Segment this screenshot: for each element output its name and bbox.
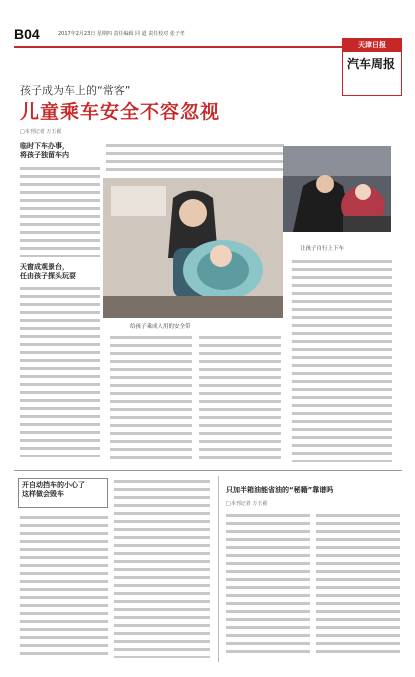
page-number: B04 bbox=[14, 26, 40, 42]
bottom-right-text-1 bbox=[226, 512, 310, 658]
main-photo-illustration bbox=[103, 178, 283, 318]
brand-section: 汽车周报 bbox=[347, 57, 396, 71]
bottom-vertical-divider bbox=[218, 476, 219, 662]
bottom-left-text bbox=[20, 514, 108, 659]
brand-top: 天津日报 bbox=[343, 39, 401, 52]
bottom-left-title: 开自动挡车的小心了 这样做会毁车 bbox=[22, 481, 85, 498]
headline: 儿童乘车安全不容忽视 bbox=[20, 101, 221, 123]
main-photo-caption: 给孩子乘成人用的安全带 bbox=[130, 324, 191, 330]
main-photo bbox=[103, 178, 283, 318]
lead-byline: □本刊记者 万玉翟 bbox=[20, 129, 62, 135]
left-subhead-2: 天窗成观景台， 任由孩子探头玩耍 bbox=[20, 263, 76, 280]
bottom-right-byline: □本刊记者 万玉翟 bbox=[226, 501, 268, 507]
right-column-text bbox=[292, 258, 392, 462]
right-photo-illustration bbox=[283, 146, 391, 232]
section-divider bbox=[14, 470, 402, 471]
brand-box bbox=[342, 38, 402, 96]
right-photo bbox=[283, 146, 391, 232]
intro-text bbox=[106, 142, 284, 172]
kicker: 孩子成为车上的“常客” bbox=[20, 84, 131, 97]
middle-column-text-1 bbox=[110, 334, 192, 462]
middle-column-text-2 bbox=[199, 334, 281, 462]
bottom-right-text-2 bbox=[316, 512, 400, 658]
bottom-right-title: 只加半箱油能省油的“秘籍”靠谱吗 bbox=[226, 486, 334, 494]
bottom-middle-text bbox=[114, 478, 210, 658]
right-photo-caption: 让孩子自行上下车 bbox=[300, 246, 345, 252]
masthead-line: 2017年2月23日 星期四 责任编辑 同 道 责任校对 张子孝 bbox=[58, 31, 185, 37]
left-subhead-1: 临时下车办事， 将孩子独留车内 bbox=[20, 142, 69, 159]
left-column-text-2 bbox=[20, 285, 100, 457]
left-column-text-1 bbox=[20, 165, 100, 257]
